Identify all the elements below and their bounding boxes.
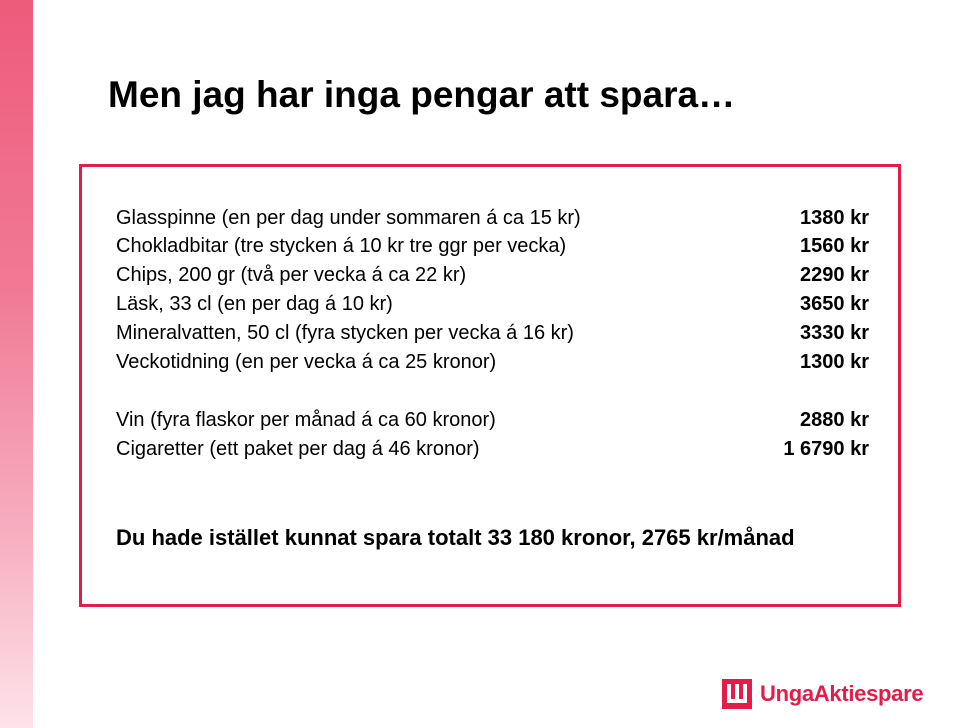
savings-box bbox=[79, 164, 901, 607]
item-label: Mineralvatten, 50 cl (fyra stycken per vecka á 16 kr) bbox=[116, 322, 574, 344]
list-item bbox=[82, 290, 898, 318]
item-amount: 1380 kr bbox=[800, 207, 869, 229]
item-amount: 1560 kr bbox=[800, 235, 869, 257]
item-label: Läsk, 33 cl (en per dag á 10 kr) bbox=[116, 293, 393, 315]
list-item bbox=[82, 204, 898, 232]
list-item bbox=[82, 232, 898, 260]
item-amount: 1 6790 kr bbox=[783, 438, 869, 460]
list-item bbox=[82, 261, 898, 289]
decorative-side-bar bbox=[0, 0, 33, 728]
item-label: Chips, 200 gr (två per vecka á ca 22 kr) bbox=[116, 264, 467, 286]
item-label: Vin (fyra flaskor per månad á ca 60 kronor) bbox=[116, 409, 496, 431]
brand-logo bbox=[722, 674, 923, 714]
logo-wordmark: UngaAktiespare bbox=[760, 681, 924, 706]
list-item bbox=[82, 319, 898, 347]
item-amount: 2880 kr bbox=[800, 409, 869, 431]
item-label: Veckotidning (en per vecka á ca 25 kronor) bbox=[116, 351, 497, 373]
savings-summary: Du hade istället kunnat spara totalt 33 180 kronor, 2765 kr/månad bbox=[116, 525, 795, 550]
item-amount: 1300 kr bbox=[800, 351, 869, 373]
list-item bbox=[82, 435, 898, 463]
item-amount: 3650 kr bbox=[800, 293, 869, 315]
list-item bbox=[82, 348, 898, 376]
item-label: Chokladbitar (tre stycken á 10 kr tre ggr per vecka) bbox=[116, 235, 567, 257]
page-title: Men jag har inga pengar att spara… bbox=[108, 74, 736, 115]
item-label: Cigaretter (ett paket per dag á 46 kronor) bbox=[116, 438, 480, 460]
unga-aktiesparare-logo-icon bbox=[722, 679, 752, 709]
item-amount: 2290 kr bbox=[800, 264, 869, 286]
item-amount: 3330 kr bbox=[800, 322, 869, 344]
item-label: Glasspinne (en per dag under sommaren á ca 15 kr) bbox=[116, 207, 581, 229]
list-item bbox=[82, 406, 898, 434]
